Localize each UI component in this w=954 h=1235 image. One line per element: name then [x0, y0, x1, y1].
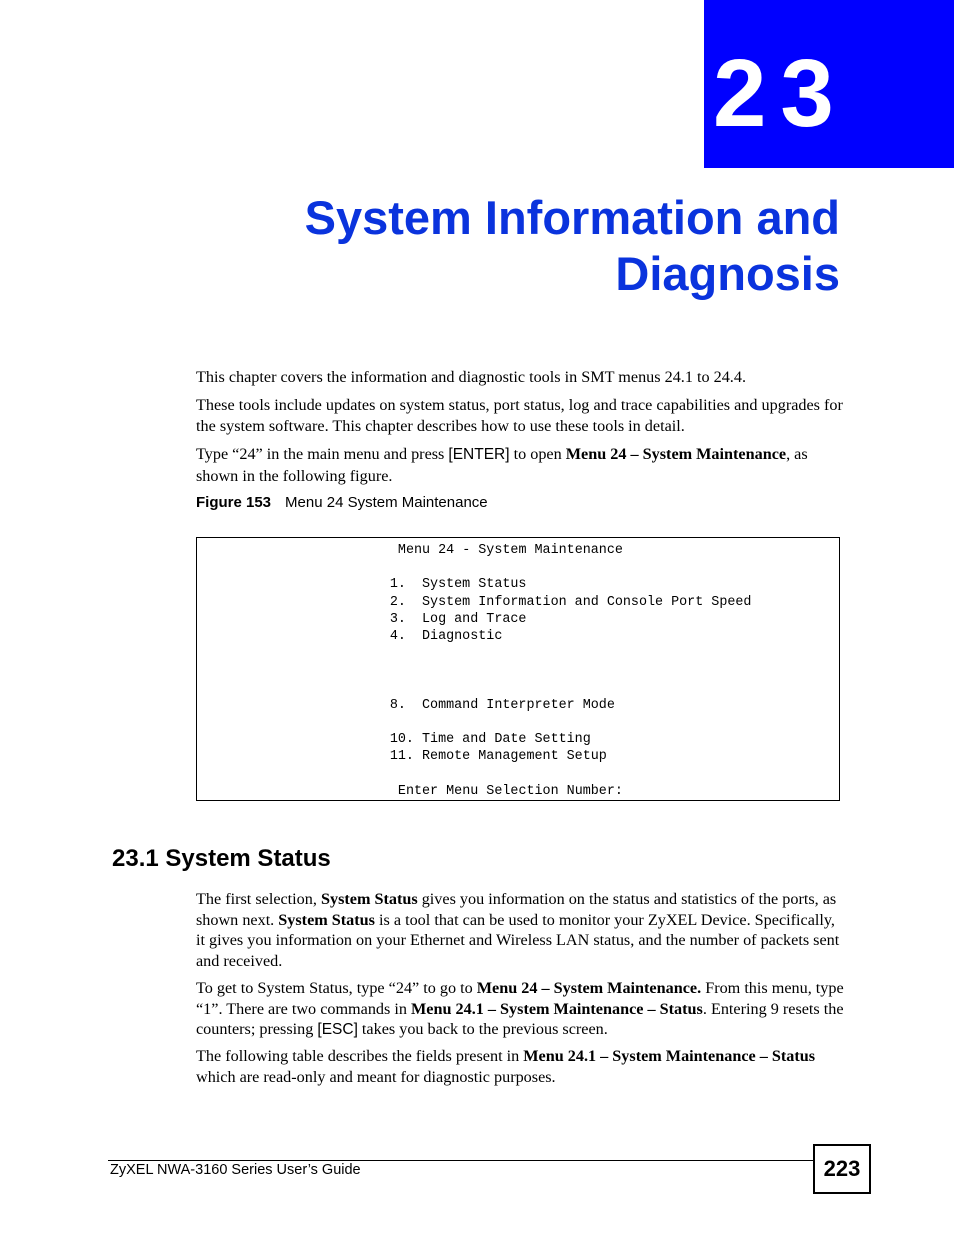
esc-key: [ESC]	[317, 1021, 358, 1038]
intro-paragraph-2: These tools include updates on system status, port status, log and trace capabilities and upgrades for the system software. This chapter describes how to use these tools in detail.	[196, 396, 843, 435]
chapter-number-box	[704, 0, 954, 168]
menu-item-2: 2. System Information and Console Port Speed	[389, 594, 752, 610]
footer-guide-title: ZyXEL NWA-3160 Series User’s Guide	[110, 1162, 361, 1178]
section-heading: 23.1 System Status	[112, 845, 331, 872]
figure-caption	[196, 494, 488, 511]
section-paragraph-3: The following table describes the fields present in Menu 24.1 – System Maintenance – Status which are read-only and meant for diagnostic purposes.	[196, 1047, 816, 1086]
menu-item-10: 10. Time and Date Setting	[389, 732, 591, 748]
intro-paragraph-3: Type “24” in the main menu and press [ENTER] to open Menu 24 – System Maintenance, as shown in the following figure.	[196, 445, 808, 485]
chapter-title-line-2: Diagnosis	[615, 247, 840, 300]
chapter-title	[305, 190, 840, 302]
menu-item-4: 4. Diagnostic	[389, 629, 503, 645]
figure-label: Figure 153	[196, 494, 272, 511]
figure-title: Menu 24 System Maintenance	[285, 494, 488, 511]
menu-item-11: 11. Remote Management Setup	[389, 749, 607, 765]
smt-menu-screen	[196, 537, 840, 801]
menu-item-1: 1. System Status	[389, 577, 527, 593]
footer-rule	[108, 1160, 814, 1161]
menu-item-8: 8. Command Interpreter Mode	[389, 697, 615, 713]
menu-item-3: 3. Log and Trace	[389, 611, 527, 627]
section-paragraph-1: The first selection, System Status gives you information on the status and statistics of the ports, as shown next. System Status is a tool that can be used to monitor your ZyXEL Device. Specifically, it gives you information on your Ethernet and Wireless LAN status, and the number of packets sent and received.	[196, 890, 840, 970]
menu-prompt: Enter Menu Selection Number:	[397, 783, 623, 799]
intro-paragraph-1: This chapter covers the information and diagnostic tools in SMT menus 24.1 to 24.4.	[196, 368, 746, 386]
smt-menu-text	[197, 542, 751, 800]
menu-title: Menu 24 - System Maintenance	[397, 543, 623, 558]
section-paragraph-2: To get to System Status, type “24” to go to Menu 24 – System Maintenance. From this menu, type “1”. There are two commands in Menu 24.1 – System Maintenance – Status. Entering 9 resets the counters; pressing [ESC] takes you back to the previous screen.	[196, 979, 844, 1038]
enter-key: [ENTER]	[448, 446, 510, 463]
page-number: 223	[813, 1144, 871, 1194]
chapter-title-line-1: System Information and	[304, 191, 840, 244]
chapter-number: 23	[713, 40, 848, 147]
